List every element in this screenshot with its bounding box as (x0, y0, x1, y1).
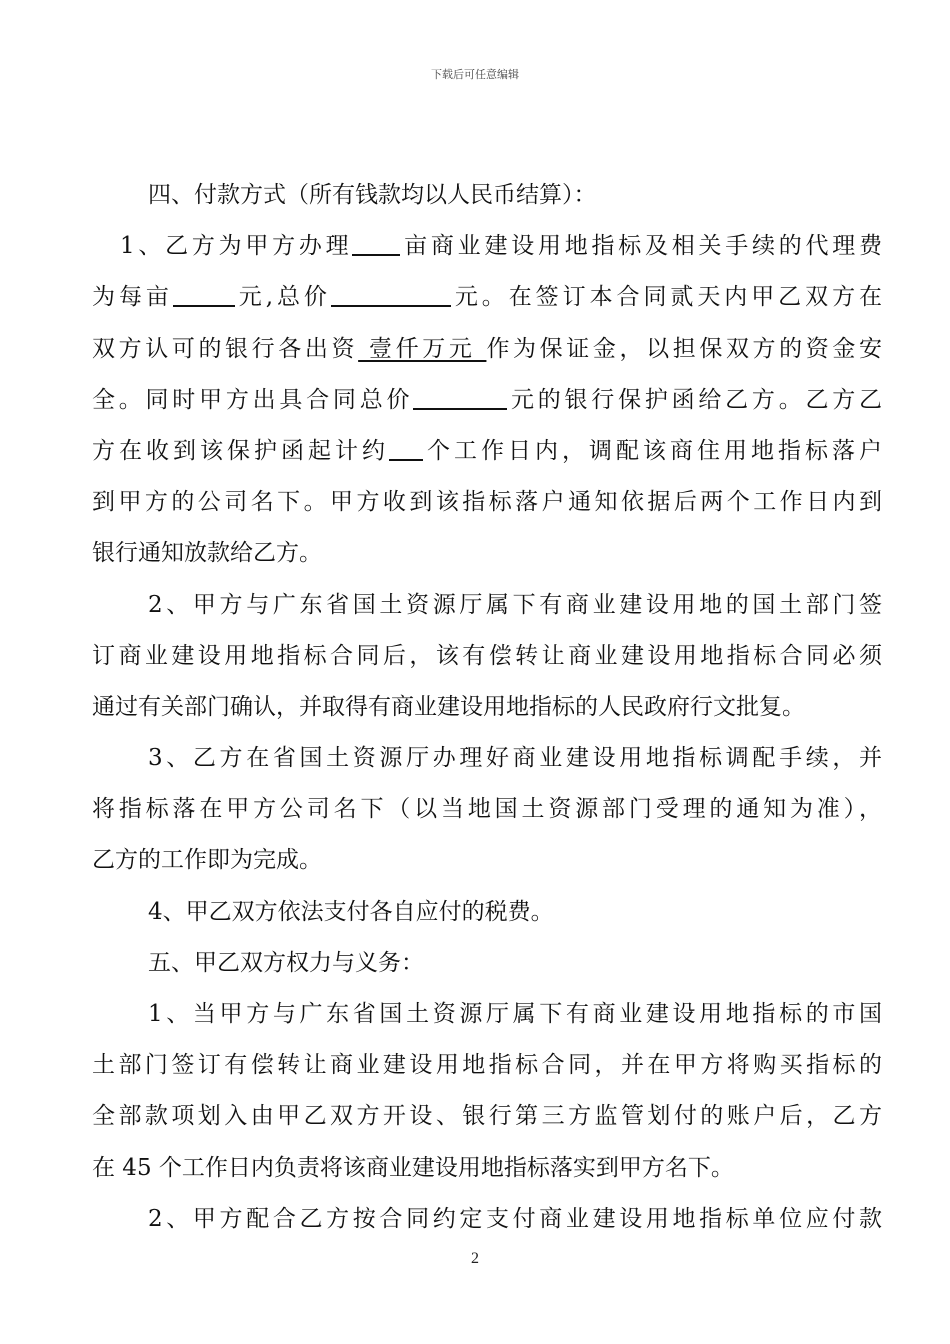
section-5-item-1-line-4: 在 45 个工作日内负责将该商业建设用地指标落实到甲方名下。 (92, 1154, 734, 1181)
section-4-item-2-line-1: 2、甲方与广东省国土资源厅属下有商业建设用地的国土部门签 (148, 591, 882, 618)
section-5-item-1-line-1: 1、当甲方与广东省国土资源厅属下有商业建设用地指标的市国 (148, 1001, 882, 1027)
section-4-item-1-line-6: 到甲方的公司名下。甲方收到该指标落户通知依据后两个工作日内到 (92, 489, 882, 516)
section-4-item-1-line-7: 银行通知放款给乙方。 (92, 540, 322, 567)
section-4-item-3-line-1: 3、乙方在省国土资源厅办理好商业建设用地指标调配手续，并 (148, 745, 882, 772)
blank-field (413, 383, 507, 409)
section-4-item-1-line-1: 1、乙方为甲方办理 亩商业建设用地指标及相关手续的代理费 (92, 221, 882, 272)
section-5-item-1-line-2: 土部门签订有偿转让商业建设用地指标合同，并在甲方将购买指标的 (92, 1052, 882, 1079)
deposit-amount: 壹仟万元 (358, 335, 487, 362)
section-4-item-1-line-4: 全。同时甲方出具合同总价 元的银行保护函给乙方。乙方乙 (92, 375, 882, 426)
section-4-item-1-line-3: 双方认可的银行各出资 壹仟万元 作为保证金，以担保双方的资金安 (92, 335, 883, 362)
document-body (92, 170, 882, 1245)
blank-field (173, 281, 235, 307)
section-4-item-3-line-2: 将指标落在甲方公司名下（以当地国土资源部门受理的通知为准）， (92, 796, 882, 823)
section-4-item-2-line-3: 通过有关部门确认，并取得有商业建设用地指标的人民政府行文批复。 (92, 693, 805, 720)
section-4-item-4-line-1: 4、甲乙双方依法支付各自应付的税费。 (148, 898, 554, 925)
section-4-item-1-line-2: 为每亩 元,总价 元。在签订本合同贰天内甲乙双方在 (92, 272, 882, 323)
blank-field (331, 281, 451, 307)
section-5-title: 五、甲乙双方权力与义务： (148, 949, 424, 976)
section-5-item-1-line-3: 全部款项划入由甲乙双方开设、银行第三方监管划付的账户后，乙方 (92, 1103, 882, 1130)
section-4-item-3-line-3: 乙方的工作即为完成。 (92, 847, 322, 874)
section-5-item-2-line-1: 2、甲方配合乙方按合同约定支付商业建设用地指标单位应付款 (148, 1205, 882, 1232)
page-header: 下载后可任意编辑 (431, 68, 519, 81)
section-4-item-2-line-2: 订商业建设用地指标合同后，该有偿转让商业建设用地指标合同必须 (92, 642, 882, 669)
page-number: 2 (471, 1250, 479, 1267)
blank-field (352, 230, 400, 256)
section-4-item-1-line-5: 方在收到该保护函起计约 个工作日内，调配该商住用地指标落户 (92, 426, 882, 477)
blank-field (389, 435, 423, 461)
section-4-title: 四、付款方式（所有钱款均以人民币结算）： (148, 182, 597, 208)
